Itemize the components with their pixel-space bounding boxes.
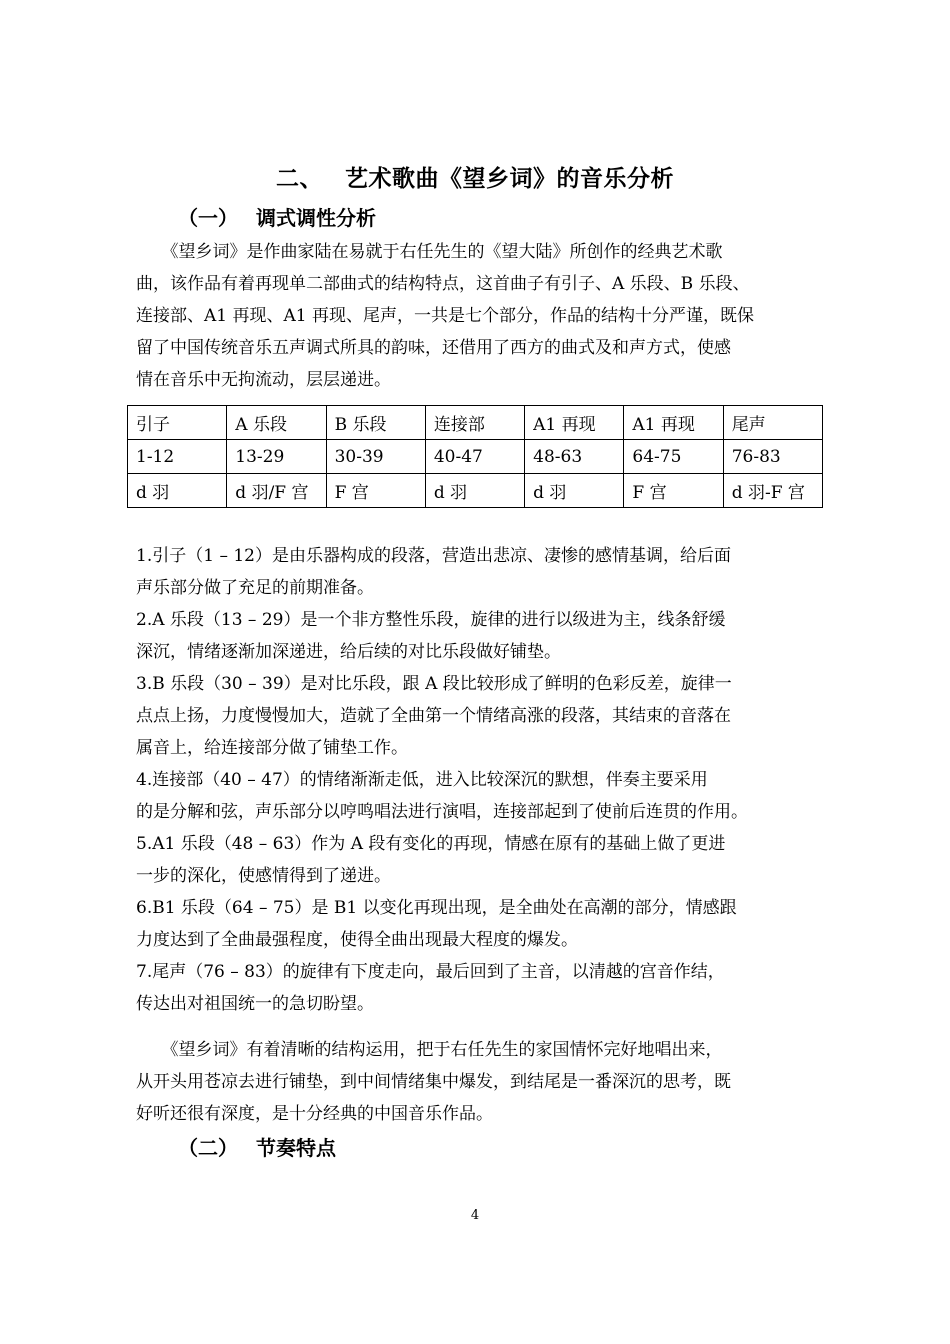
chapter-title: 艺术歌曲《望乡词》的音乐分析: [345, 166, 674, 192]
text-line: 的是分解和弦，声乐部分以哼鸣唱法进行演唱，连接部起到了使前后连贯的作用。: [136, 802, 748, 822]
table-cell: B 乐段: [326, 406, 425, 440]
table-cell: d 羽: [128, 474, 227, 508]
table-cell: 13-29: [227, 440, 326, 474]
text-line: 连接部、A1 再现、A1 再现、尾声，一共是七个部分，作品的结构十分严谨，既保: [136, 306, 754, 326]
table-cell: 连接部: [425, 406, 524, 440]
text-line: 传达出对祖国统一的急切盼望。: [136, 994, 374, 1014]
table-cell: F 宫: [624, 474, 723, 508]
table-cell: F 宫: [326, 474, 425, 508]
table-row: [128, 474, 823, 508]
table-cell: 1-12: [128, 440, 227, 474]
text-line: 属音上，给连接部分做了铺垫工作。: [136, 738, 408, 758]
table-cell: 40-47: [425, 440, 524, 474]
text-line: 点点上扬，力度慢慢加大，造就了全曲第一个情绪高涨的段落，其结束的音落在: [136, 706, 731, 726]
chapter-heading: [0, 163, 950, 195]
table-row: [128, 440, 823, 474]
section-heading-1: [178, 204, 376, 232]
text-line: 情在音乐中无拘流动，层层递进。: [136, 370, 391, 390]
table-cell: 48-63: [525, 440, 624, 474]
section-title: 调式调性分析: [256, 206, 376, 230]
table-cell: 76-83: [723, 440, 822, 474]
text-line: 力度达到了全曲最强程度，使得全曲出现最大程度的爆发。: [136, 930, 578, 950]
text-line: 从开头用苍凉去进行铺垫，到中间情绪集中爆发，到结尾是一番深沉的思考，既: [136, 1072, 731, 1092]
table-cell: 64-75: [624, 440, 723, 474]
section-number: （一）: [178, 206, 238, 230]
table-cell: d 羽-F 宫: [723, 474, 822, 508]
text-line: 2.A 乐段（13 – 29）是一个非方整性乐段，旋律的进行以级进为主，线条舒缓: [136, 610, 726, 630]
text-line: 6.B1 乐段（64 – 75）是 B1 以变化再现出现，是全曲处在高潮的部分，情感跟: [136, 898, 737, 918]
table-cell: 引子: [128, 406, 227, 440]
table-cell: d 羽: [425, 474, 524, 508]
text-line: 留了中国传统音乐五声调式所具的韵味，还借用了西方的曲式及和声方式，使感: [136, 338, 731, 358]
text-line: 声乐部分做了充足的前期准备。: [136, 578, 374, 598]
text-line: 《望乡词》有着清晰的结构运用，把于右任先生的家国情怀完好地唱出来，: [136, 1040, 723, 1060]
table-cell: 尾声: [723, 406, 822, 440]
text-line: 深沉，情绪逐渐加深递进，给后续的对比乐段做好铺垫。: [136, 642, 561, 662]
conclusion-paragraph: [136, 1034, 826, 1130]
text-line: 3.B 乐段（30 – 39）是对比乐段，跟 A 段比较形成了鲜明的色彩反差，旋律一: [136, 674, 732, 694]
section-heading-2: [178, 1134, 336, 1162]
table-cell: A 乐段: [227, 406, 326, 440]
section-number: （二）: [178, 1136, 238, 1160]
text-line: 1.引子（1 – 12）是由乐器构成的段落，营造出悲凉、凄惨的感情基调，给后面: [136, 546, 731, 566]
page-number: 4: [470, 1208, 480, 1223]
text-line: 一步的深化，使感情得到了递进。: [136, 866, 391, 886]
chapter-number: 二、: [276, 166, 323, 192]
text-line: 曲，该作品有着再现单二部曲式的结构特点，这首曲子有引子、A 乐段、B 乐段、: [136, 274, 750, 294]
table-cell: A1 再现: [624, 406, 723, 440]
text-line: 《望乡词》是作曲家陆在易就于右任先生的《望大陆》所创作的经典艺术歌: [136, 242, 723, 262]
structure-table: [127, 405, 823, 508]
text-line: 好听还很有深度，是十分经典的中国音乐作品。: [136, 1104, 493, 1124]
table-cell: d 羽/F 宫: [227, 474, 326, 508]
analysis-paragraphs: [136, 540, 826, 1020]
section-title: 节奏特点: [256, 1136, 336, 1160]
text-line: 4.连接部（40 – 47）的情绪渐渐走低，进入比较深沉的默想，伴奏主要采用: [136, 770, 708, 790]
intro-paragraph: [136, 236, 826, 396]
table-cell: 30-39: [326, 440, 425, 474]
text-line: 5.A1 乐段（48 – 63）作为 A 段有变化的再现，情感在原有的基础上做了更进: [136, 834, 726, 854]
text-line: 7.尾声（76 – 83）的旋律有下度走向，最后回到了主音，以清越的宫音作结，: [136, 962, 725, 982]
table-row: [128, 406, 823, 440]
table-cell: A1 再现: [525, 406, 624, 440]
table-cell: d 羽: [525, 474, 624, 508]
